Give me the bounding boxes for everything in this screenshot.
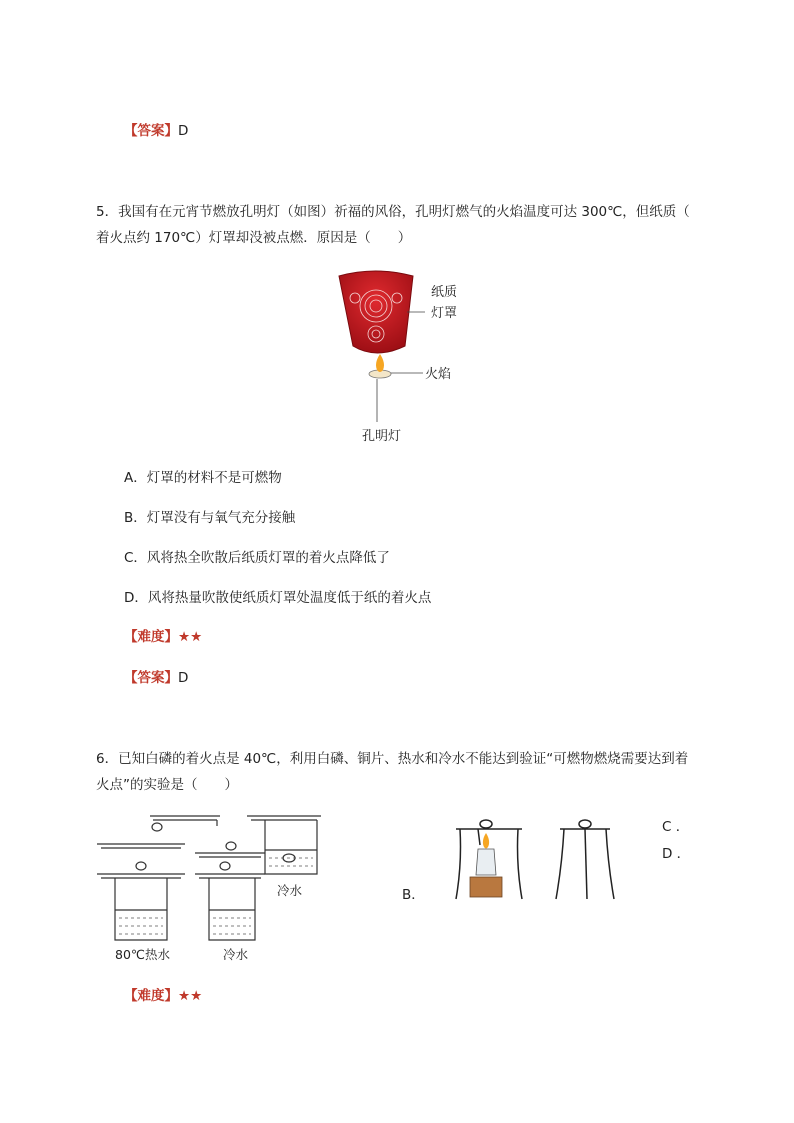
answer-value: D	[178, 670, 189, 686]
question-6-line-1: 6．已知白磷的着火点是 40℃，利用白磷、铜片、热水和冷水不能达到验证“可燃物燃烧需要达到着	[96, 751, 689, 767]
answer-line	[124, 121, 188, 141]
label-lamp: 孔明灯	[362, 429, 402, 444]
difficulty-tag: 【难度】	[124, 988, 178, 1004]
label-shade: 灯罩	[431, 306, 458, 321]
answer-tag: 【答案】	[124, 123, 178, 139]
label-hot-water: 80℃热水	[115, 947, 170, 962]
question-5-line-2: 着火点约 170℃）灯罩却没被点燃．原因是（ ）	[96, 230, 412, 246]
beaker-cold-right	[265, 820, 317, 874]
q5-option-d: D．风将热量吹散使纸质灯罩处温度低于纸的着火点	[124, 590, 432, 606]
white-phosphorus	[226, 842, 236, 850]
tripod-figure	[450, 815, 630, 905]
label-flame: 火焰	[425, 367, 452, 382]
q6-option-d: D ．	[662, 846, 691, 862]
q6-option-c: C ．	[662, 819, 690, 835]
kongming-lantern-figure	[325, 262, 475, 452]
label-cold-water: 冷水	[223, 947, 249, 962]
label-cold-water-right: 冷水	[277, 883, 303, 898]
difficulty-tag: 【难度】	[124, 629, 178, 645]
burner-flame	[483, 833, 489, 849]
flame	[376, 354, 384, 372]
label-paper: 纸质	[431, 285, 458, 300]
difficulty-stars: ★★	[178, 988, 203, 1004]
beaker-figure	[95, 808, 330, 970]
beaker-hot	[115, 878, 167, 940]
white-phosphorus	[136, 862, 146, 870]
q5-option-c: C．风将热全吹散后纸质灯罩的着火点降低了	[124, 550, 390, 566]
q5-option-a: A．灯罩的材料不是可燃物	[124, 470, 282, 486]
q5-answer	[124, 668, 188, 688]
answer-value: D	[178, 123, 189, 139]
answer-tag: 【答案】	[124, 670, 178, 686]
q6-difficulty	[124, 986, 202, 1006]
difficulty-stars: ★★	[178, 629, 203, 645]
white-phosphorus	[220, 862, 230, 870]
q5-option-b: B．灯罩没有与氧气充分接触	[124, 510, 296, 526]
question-5-line-1: 5．我国有在元宵节燃放孔明灯（如图）祈福的风俗，孔明灯燃气的火焰温度可达 300℃，但纸质（	[96, 204, 690, 220]
question-6-line-2: 火点”的实验是（ ）	[96, 777, 238, 793]
burner	[476, 849, 496, 875]
beaker-cold	[209, 878, 255, 940]
wood-block	[470, 877, 502, 897]
q5-difficulty	[124, 627, 202, 647]
white-phosphorus	[152, 823, 162, 831]
q6-option-b: B．	[402, 887, 425, 903]
